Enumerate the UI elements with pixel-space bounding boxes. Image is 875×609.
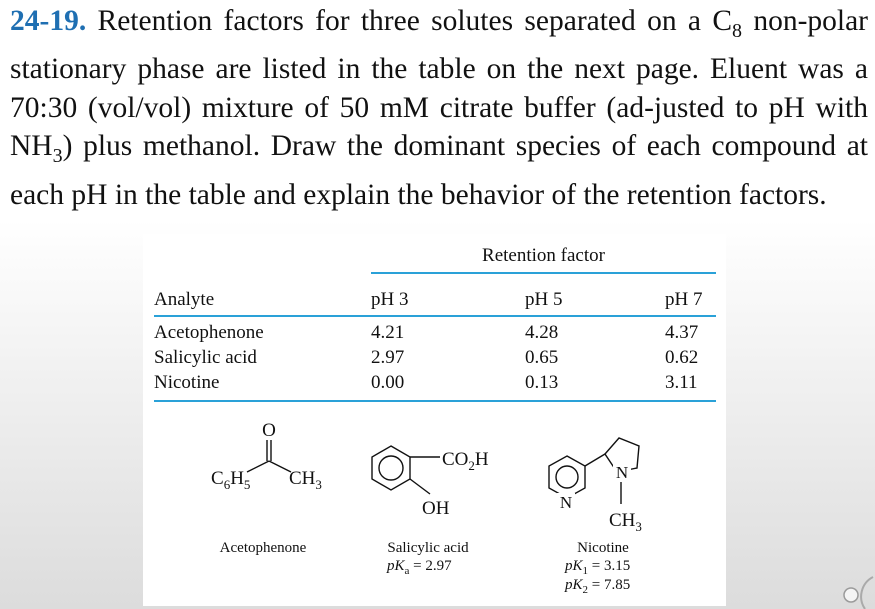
salicylic-caption: Salicylic acid [387,540,469,556]
row-salicylic-ph7: 0.62 [665,347,699,368]
acetophenone-caption: Acetophenone [219,540,307,556]
nicotine-pk2-sub: 2 [582,584,589,596]
salicylic-sub2: 2 [468,458,475,473]
acetophenone-right-bond [269,461,291,472]
acetophenone-oxygen: O [262,420,276,441]
acetophenone-left-bond [247,461,269,472]
acetophenone-phenyl-c: C [211,468,224,489]
column-header-ph5: pH 5 [525,289,563,310]
nicotine-pk1-prefix: pK [565,558,583,574]
group-header-rule [371,272,716,274]
row-nicotine-ph3: 0.00 [371,372,405,393]
nicotine-pk1-sub: 1 [582,565,589,577]
header-rule [154,315,716,317]
nicotine-methyl-ch: CH [609,510,636,531]
row-nicotine-analyte: Nicotine [154,372,220,393]
structures-figure [143,406,726,606]
salicylic-pk-sub: a [404,565,410,577]
corner-decoration-icon [835,569,875,609]
salicylic-co: CO [442,449,469,470]
nicotine-pk1-value: = 3.15 [588,558,631,574]
acetophenone-phenyl-sub6: 6 [223,477,231,492]
nicotine-methyl-group [609,510,642,534]
nicotine-pyrrolidine-nitrogen: N [615,463,629,482]
acetophenone-structure [247,440,291,472]
row-salicylic-analyte: Salicylic acid [154,347,257,368]
salicylic-structure [372,446,440,494]
question-text [10,2,868,214]
salicylic-pk-value: = 2.97 [409,558,452,574]
salicylic-pka [386,558,452,577]
column-header-ph3: pH 3 [371,289,409,310]
nicotine-pyridine-ring [549,456,585,498]
salicylic-aromatic-circle [379,456,403,480]
nicotine-pyridine-nitrogen: N [559,493,573,512]
nicotine-pk2 [564,577,630,596]
salicylic-carboxyl-group [442,449,489,473]
row-salicylic-ph3: 2.97 [371,347,405,368]
question-subscript-8: 8 [732,19,742,42]
nicotine-pk2-prefix: pK [565,577,583,593]
acetophenone-methyl-group [289,468,322,492]
question-subscript-3: 3 [52,145,63,168]
acetophenone-phenyl-sub5: 5 [243,477,251,492]
row-acetophenone-ph7: 4.37 [665,322,699,343]
nicotine-ring-link-bond [585,454,605,466]
row-acetophenone-ph5: 4.28 [525,322,559,343]
acetophenone-phenyl-group [211,468,250,492]
nicotine-methyl-sub3: 3 [635,519,642,534]
column-header-ph7: pH 7 [665,289,703,310]
salicylic-hydroxyl-bond [410,479,430,494]
salicylic-hydroxyl-group: OH [422,498,450,519]
table-figure [143,234,726,606]
row-nicotine-ph7: 3.11 [665,372,698,393]
acetophenone-methyl-ch: CH [289,468,316,489]
nicotine-aromatic-circle [556,466,578,488]
question-text-part-3: ) plus methanol. Draw the dominant species of each compound at each pH in the table and explain the behavior of the retention factors. [10,130,868,211]
row-salicylic-ph5: 0.65 [525,347,559,368]
table-bottom-rule [154,400,716,402]
row-nicotine-ph5: 0.13 [525,372,559,393]
question-text-part-2: non-polar stationary phase are listed in the table on the next page. Eluent was a 70:30 (vol/vol) mixture of 50 mM citrate buffer (ad-justed to pH with NH [10,5,869,163]
row-acetophenone-ph3: 4.21 [371,322,405,343]
retention-factor-header: Retention factor [482,245,605,266]
nicotine-pk1 [564,558,630,577]
nicotine-caption: Nicotine [577,540,629,556]
question-number: 24-19. [10,5,87,37]
column-header-analyte: Analyte [154,289,215,310]
acetophenone-methyl-sub3: 3 [315,477,322,492]
row-acetophenone-analyte: Acetophenone [154,322,264,343]
acetophenone-phenyl-h: H [230,468,244,489]
question-text-part-1: Retention factors for three solutes separated on a C [97,5,732,37]
salicylic-pk: pK [387,558,405,574]
salicylic-ring [372,446,410,490]
salicylic-h: H [474,449,489,470]
nicotine-pk2-value: = 7.85 [588,577,631,593]
